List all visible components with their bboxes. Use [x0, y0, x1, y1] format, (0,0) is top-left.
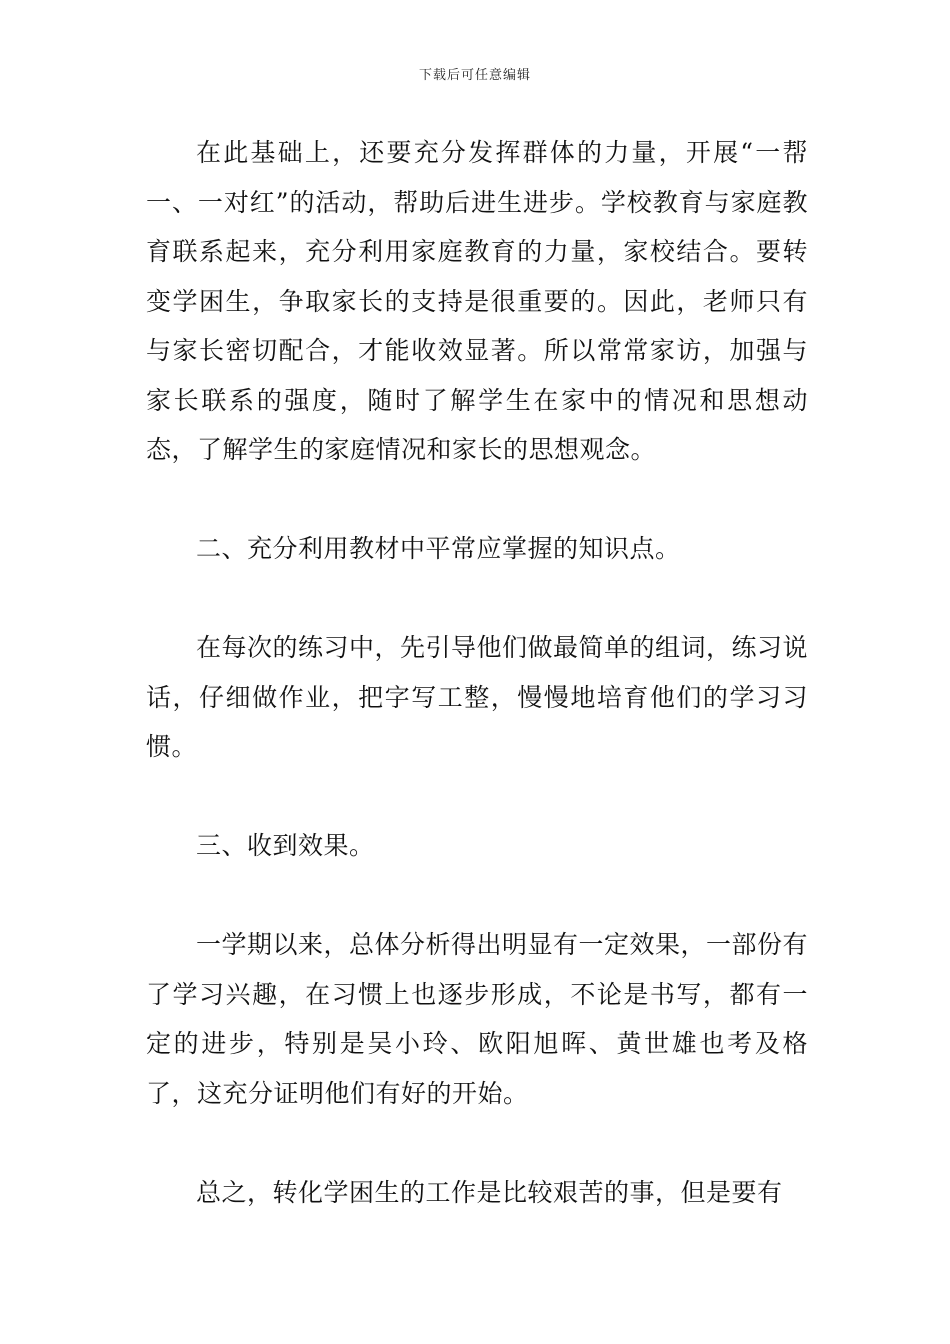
paragraph-results: 一学期以来，总体分析得出明显有一定效果，一部份有了学习兴趣，在习惯上也逐步形成，不论是书写，都有一定的进步，特别是吴小玲、欧阳旭晖、黄世雄也考及格了，这充分证明他们有好的开始。 — [146, 930, 809, 1108]
section-heading-3: 三、收到效果。 — [196, 831, 375, 860]
paragraph-gap — [146, 1118, 808, 1168]
paragraph-practice: 在每次的练习中，先引导他们做最简单的组词，练习说话，仔细做作业，把字写工整，慢慢地培育他们的学习习惯。 — [146, 633, 809, 761]
paragraph-family-cooperation: 在此基础上，还要充分发挥群体的力量，开展“一帮一、一对红”的活动，帮助后进生进步。学校教育与家庭教育联系起来，充分利用家庭教育的力量，家校结合。要转变学困生，争取家长的支持是很重要的。因此，老师只有与家长密切配合，才能收效显著。所以常常家访，加强与家长联系的强度，随时了解学生在家中的情况和思想动态，了解学生的家庭情况和家长的思想观念。 — [146, 138, 808, 464]
page-header: 下载后可任意编辑 — [418, 68, 531, 83]
document-body — [146, 128, 808, 1217]
paragraph-gap — [146, 574, 808, 624]
paragraph-gap — [146, 772, 808, 822]
paragraph-conclusion: 总之，转化学困生的工作是比较艰苦的事，但是要有 — [196, 1177, 783, 1207]
paragraph-gap — [146, 475, 808, 525]
section-heading-2: 二、充分利用教材中平常应掌握的知识点。 — [196, 534, 681, 563]
paragraph-gap — [146, 871, 808, 921]
